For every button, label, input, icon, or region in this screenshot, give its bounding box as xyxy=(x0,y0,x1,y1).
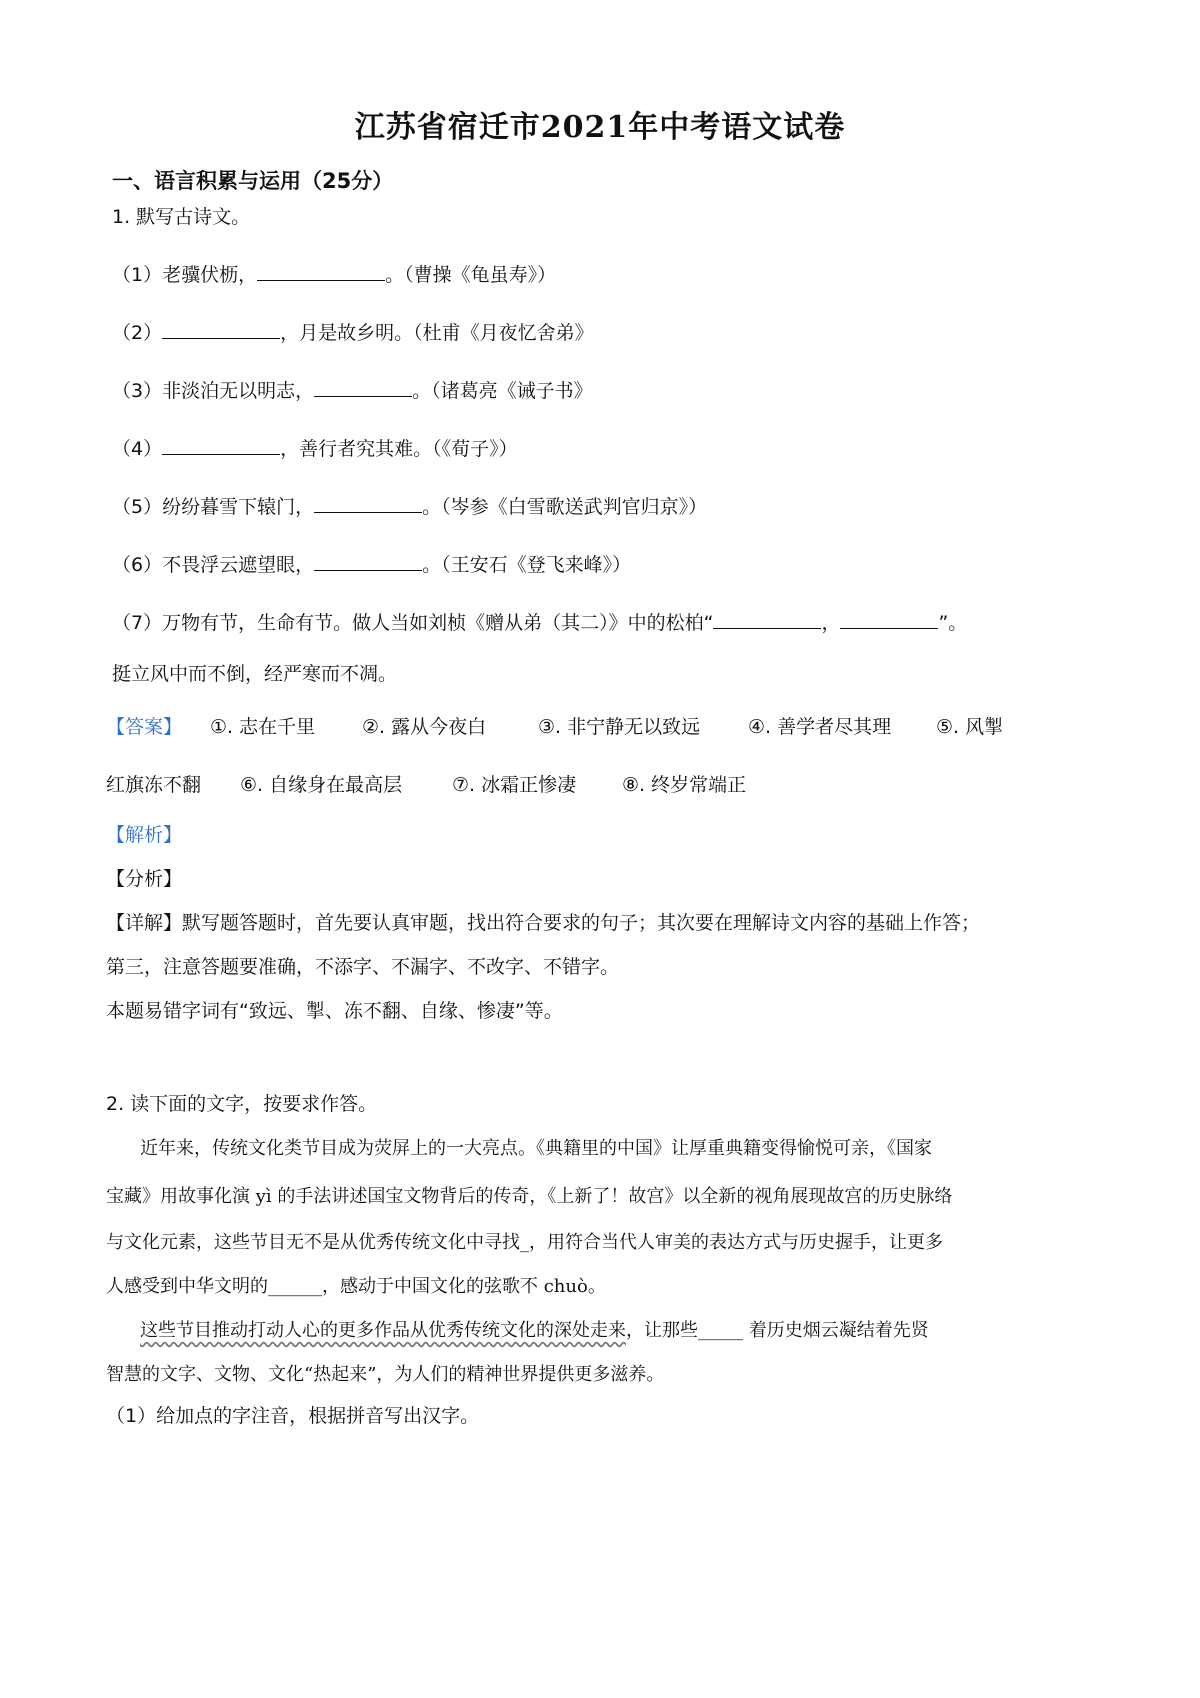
item-prefix: （5）纷纷暮雪下辕门， xyxy=(112,496,315,518)
q1-item-2 xyxy=(112,320,594,346)
fenxi-label: 【分析】 xyxy=(106,868,183,890)
item-suffix: ，善行者究其难。（《荀子》） xyxy=(280,438,518,460)
item-prefix: （4） xyxy=(112,438,163,460)
item-suffix: 。（岑参《白雪歌送武判官归京》） xyxy=(422,496,708,518)
item-prefix: （6）不畏浮云遮望眼， xyxy=(112,554,315,576)
passage-1-line-2: 宝藏》用故事化演 yì 的手法讲述国宝文物背后的传奇，《上新了！故宫》以全新的视角展现故宫的历史脉络 xyxy=(106,1186,953,1207)
passage-text: ，让那些_____ 着历史烟云凝结着先贤 xyxy=(626,1320,929,1341)
item-suffix: 。（曹操《龟虽寿》） xyxy=(385,264,557,286)
detail-label: 【详解】 xyxy=(106,912,183,934)
passage-2-line-1 xyxy=(140,1316,1130,1342)
item-suffix: 。（诸葛亮《诫子书》 xyxy=(412,380,593,402)
analysis-label: 【解析】 xyxy=(106,824,183,846)
q1-item-7-continued: 挺立风中而不倒，经严寒而不凋。 xyxy=(112,663,398,685)
sub-question-1: （1）给加点的字注音，根据拼音写出汉字。 xyxy=(106,1405,480,1427)
answer-2: ②. 露从今夜白 xyxy=(362,716,487,738)
answer-6: ⑥. 自缘身在最高层 xyxy=(240,774,403,796)
question-1-stem: 1. 默写古诗文。 xyxy=(112,206,251,228)
section-heading: 一、语言积累与运用（25分） xyxy=(112,169,394,193)
answer-blank[interactable] xyxy=(840,610,938,629)
passage-1-line-4: 人感受到中华文明的______，感动于中国文化的弦歌不 chuò。 xyxy=(106,1276,606,1297)
answer-3: ③. 非宁静无以致远 xyxy=(538,716,701,738)
answer-1: ①. 志在千里 xyxy=(210,716,316,738)
item-prefix: （1）老骥伏枥， xyxy=(112,264,258,286)
underlined-sentence: 这些节目推动打动人心的更多作品从优秀传统文化的深处走来 xyxy=(140,1320,626,1341)
answer-7: ⑦. 冰霜正惨凄 xyxy=(452,774,577,796)
passage-1-line-1: 近年来，传统文化类节目成为荧屏上的一大亮点。《典籍里的中国》让厚重典籍变得愉悦可亲，《国家 xyxy=(140,1138,932,1159)
answer-8: ⑧. 终岁常端正 xyxy=(622,774,747,796)
q1-item-1 xyxy=(112,262,556,288)
item-suffix: ，月是故乡明。（杜甫《月夜忆舍弟》 xyxy=(280,322,594,344)
q1-item-7 xyxy=(112,610,967,636)
item-suffix: 。（王安石《登飞来峰》） xyxy=(422,554,632,576)
answer-5-continued: 红旗冻不翻 xyxy=(106,774,202,796)
item-prefix: （2） xyxy=(112,322,163,344)
detail-text: 默写题答题时，首先要认真审题，找出符合要求的句子；其次要在理解诗文内容的基础上作答； xyxy=(182,912,981,934)
passage-1-line-3: 与文化元素，这些节目无不是从优秀传统文化中寻找_，用符合当代人审美的表达方式与历史握手，让更多 xyxy=(106,1232,943,1253)
q1-item-3 xyxy=(112,378,593,404)
answer-4: ④. 善学者尽其理 xyxy=(748,716,892,738)
answer-blank[interactable] xyxy=(713,610,821,629)
q1-item-4 xyxy=(112,436,518,462)
item-suffix: ”。 xyxy=(938,612,968,634)
answer-blank[interactable] xyxy=(162,436,280,455)
answer-blank[interactable] xyxy=(314,552,422,571)
answer-blank[interactable] xyxy=(314,494,422,513)
page-title: 江苏省宿迁市2021年中考语文试卷 xyxy=(354,110,846,145)
detail-line-1 xyxy=(106,908,980,935)
answer-label: 【答案】 xyxy=(106,716,183,738)
answer-blank[interactable] xyxy=(162,320,280,339)
question-2-stem: 2. 读下面的文字，按要求作答。 xyxy=(106,1093,378,1115)
item-prefix: （3）非淡泊无以明志， xyxy=(112,380,315,402)
answer-blank[interactable] xyxy=(257,262,385,281)
answer-blank[interactable] xyxy=(314,378,412,397)
q1-item-5 xyxy=(112,494,707,520)
passage-2-line-2: 智慧的文字、文物、文化“热起来”，为人们的精神世界提供更多滋养。 xyxy=(106,1364,665,1385)
answer-5: ⑤. 风掣 xyxy=(936,716,1004,738)
detail-line-3: 本题易错字词有“致远、掣、冻不翻、自缘、惨凄”等。 xyxy=(106,1000,563,1022)
detail-line-2: 第三，注意答题要准确，不添字、不漏字、不改字、不错字。 xyxy=(106,956,620,978)
item-prefix: （7）万物有节，生命有节。做人当如刘桢《赠从弟（其二）》中的松柏“ xyxy=(112,612,714,634)
item-separator: ， xyxy=(821,612,841,634)
q1-item-6 xyxy=(112,552,631,578)
